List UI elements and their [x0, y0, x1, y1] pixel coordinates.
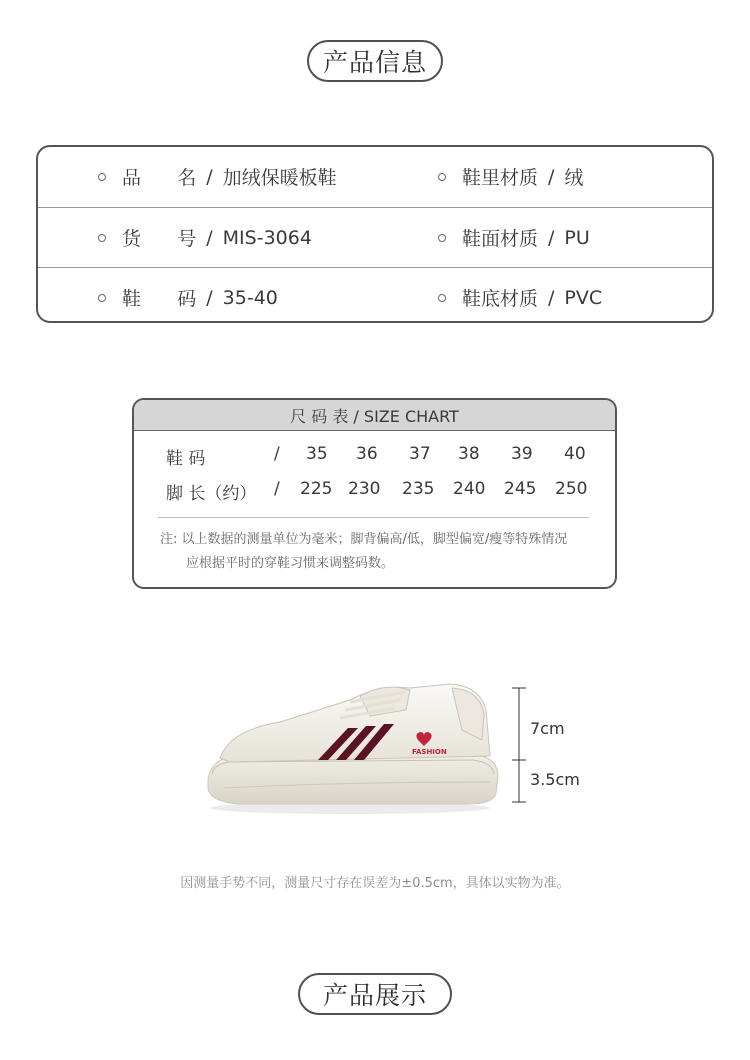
size-row-separator: /: [274, 444, 280, 464]
size-chart: [132, 398, 617, 589]
product-info-table: [36, 145, 714, 323]
info-label: 鞋面材质: [462, 228, 539, 250]
bullet-icon: [98, 294, 106, 302]
bullet-icon: [438, 294, 446, 302]
bullet-icon: [438, 234, 446, 242]
info-value: PU: [564, 226, 590, 249]
dimension-marker: [506, 686, 532, 804]
measurement-disclaimer: 因测量手势不同，测量尺寸存在误差为±0.5cm，具体以实物为准。: [180, 876, 570, 891]
section-title-product-info: 产品信息: [307, 40, 443, 82]
info-row: [38, 147, 712, 206]
foot-length-cell: 245: [504, 479, 537, 499]
bullet-icon: [98, 234, 106, 242]
info-label: 鞋里材质: [462, 167, 539, 189]
foot-length-cell: 250: [555, 479, 588, 499]
info-separator: /: [548, 286, 555, 309]
fashion-logo-text: FASHION: [412, 748, 447, 756]
info-separator: /: [548, 226, 555, 249]
size-cell: 35: [306, 444, 328, 464]
upper-height-label: 7cm: [530, 719, 565, 738]
info-separator: /: [206, 286, 213, 309]
size-chart-note: [160, 528, 600, 576]
info-value: 绒: [564, 167, 584, 189]
foot-length-separator: /: [274, 479, 280, 499]
info-cell-size: [98, 268, 278, 323]
info-cell-item-no: [98, 208, 312, 267]
size-cell: 39: [511, 444, 533, 464]
info-label: 货 号: [122, 228, 197, 250]
size-cell: 40: [564, 444, 586, 464]
info-separator: /: [206, 165, 213, 188]
info-cell-name: [98, 147, 337, 206]
foot-length-cell: 235: [402, 479, 435, 499]
info-row: [38, 207, 712, 267]
info-cell-lining: [438, 147, 583, 206]
info-cell-sole: [438, 268, 602, 323]
sneaker-image: [200, 670, 510, 820]
sole-height-label: 3.5cm: [530, 770, 580, 789]
foot-length-cell: 225: [300, 479, 333, 499]
info-cell-upper: [438, 208, 590, 267]
info-value: 加绒保暖板鞋: [222, 167, 337, 189]
info-value: PVC: [564, 286, 603, 309]
info-label: 品 名: [122, 167, 197, 189]
size-chart-divider: [158, 517, 589, 518]
foot-length-label: 脚 长（约）: [166, 484, 257, 504]
info-separator: /: [548, 165, 555, 188]
info-separator: /: [206, 226, 213, 249]
foot-length-cell: 230: [348, 479, 381, 499]
info-label: 鞋底材质: [462, 288, 539, 310]
size-cell: 36: [356, 444, 378, 464]
info-label: 鞋 码: [122, 288, 197, 310]
size-cell: 37: [409, 444, 431, 464]
info-value: MIS-3064: [222, 226, 312, 249]
foot-length-row: [134, 475, 615, 505]
bullet-icon: [98, 173, 106, 181]
size-note-line-1: 注: 以上数据的测量单位为毫米；脚背偏高/低，脚型偏宽/瘦等特殊情况: [160, 532, 568, 547]
foot-length-cell: 240: [453, 479, 486, 499]
size-note-line-2: 应根据平时的穿鞋习惯来调整码数。: [186, 556, 395, 571]
size-row: [134, 440, 615, 470]
section-title-product-display: 产品展示: [298, 973, 452, 1015]
size-cell: 38: [458, 444, 480, 464]
size-row-label: 鞋 码: [166, 449, 206, 469]
size-chart-title: 尺 码 表 / SIZE CHART: [134, 400, 615, 431]
info-value: 35-40: [222, 286, 278, 309]
info-row: [38, 267, 712, 323]
bullet-icon: [438, 173, 446, 181]
